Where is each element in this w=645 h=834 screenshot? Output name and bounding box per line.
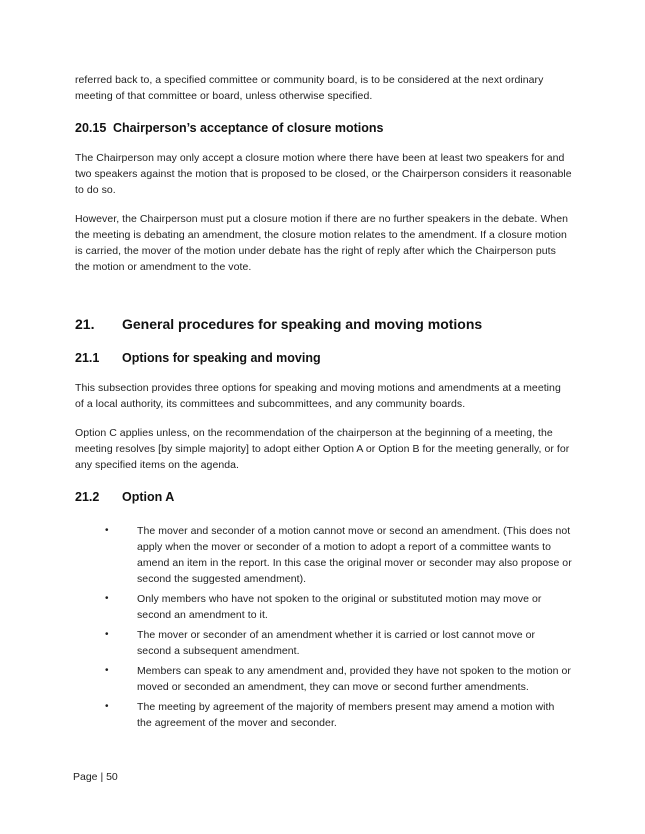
paragraph-option-c-applies: Option C applies unless, on the recommendation of the chairperson at the beginning of a meeting, the meeting resolves [by simple majority] to adopt either Option A or Option B for the meeting generally, or for any specified items on the agenda. [75, 427, 570, 471]
section-heading-21-2 [75, 489, 572, 506]
section-number: 21.1 [75, 351, 100, 365]
section-title: Options for speaking and moving [122, 351, 321, 365]
bullet-icon: • [105, 701, 109, 712]
bullet-text: Only members who have not spoken to the original or substituted motion may move or second an amendment to it. [137, 593, 542, 621]
bullet-icon: • [105, 525, 109, 536]
section-heading-21-1 [75, 350, 572, 367]
page-content [75, 72, 572, 735]
bullet-icon: • [105, 593, 109, 604]
section-heading-21 [75, 315, 572, 333]
paragraph-three-options: This subsection provides three options for speaking and moving motions and amendments at a meeting of a local authority, its committees and subcommittees, and any community boards. [75, 382, 561, 410]
section-heading-20-15 [75, 120, 572, 137]
bullet-text: The mover or seconder of an amendment whether it is carried or lost cannot move or second a subsequent amendment. [137, 629, 536, 657]
paragraph-closure-must-put: However, the Chairperson must put a closure motion if there are no further speakers in the debate. When the meeting is debating an amendment, the closure motion relates to the amendment. If a closure motion is carried, the mover of the motion under debate has the right of reply after which the Chairperson puts the motion or amendment to the vote. [75, 213, 569, 273]
page-number-footer: Page | 50 [73, 771, 118, 783]
section-title: Chairperson’s acceptance of closure motions [113, 121, 384, 135]
paragraph-closure-acceptance: The Chairperson may only accept a closure motion where there have been at least two speakers for and two speakers against the motion that is proposed to be closed, or the Chairperson considers it reasonable to do so. [75, 152, 572, 196]
section-number: 21. [75, 316, 95, 332]
bullet-item [75, 591, 572, 623]
bullet-text: Members can speak to any amendment and, provided they have not spoken to the motion or moved or seconded an amendment, they can move or second further amendments. [137, 665, 571, 693]
continuation-paragraph: referred back to, a specified committee or community board, is to be considered at the next ordinary meeting of that committee or board, unless otherwise specified. [75, 74, 544, 102]
section-number: 20.15 [75, 121, 107, 135]
bullet-text: The meeting by agreement of the majority of members present may amend a motion with the agreement of the mover and seconder. [137, 701, 555, 729]
section-number: 21.2 [75, 490, 100, 504]
bullet-text: The mover and seconder of a motion cannot move or second an amendment. (This does not apply when the mover or seconder of a motion to adopt a report of a committee wants to amend an item in the report. In this case the original mover or seconder may also propose or second the suggested amendment). [137, 525, 572, 585]
section-title: General procedures for speaking and moving motions [122, 316, 483, 332]
bullet-item [75, 663, 572, 695]
bullet-item [75, 699, 572, 731]
bullet-item [75, 523, 572, 587]
option-a-bullet-list [75, 523, 572, 735]
bullet-icon: • [105, 665, 109, 676]
section-title: Option A [122, 490, 175, 504]
bullet-item [75, 627, 572, 659]
bullet-icon: • [105, 629, 109, 640]
